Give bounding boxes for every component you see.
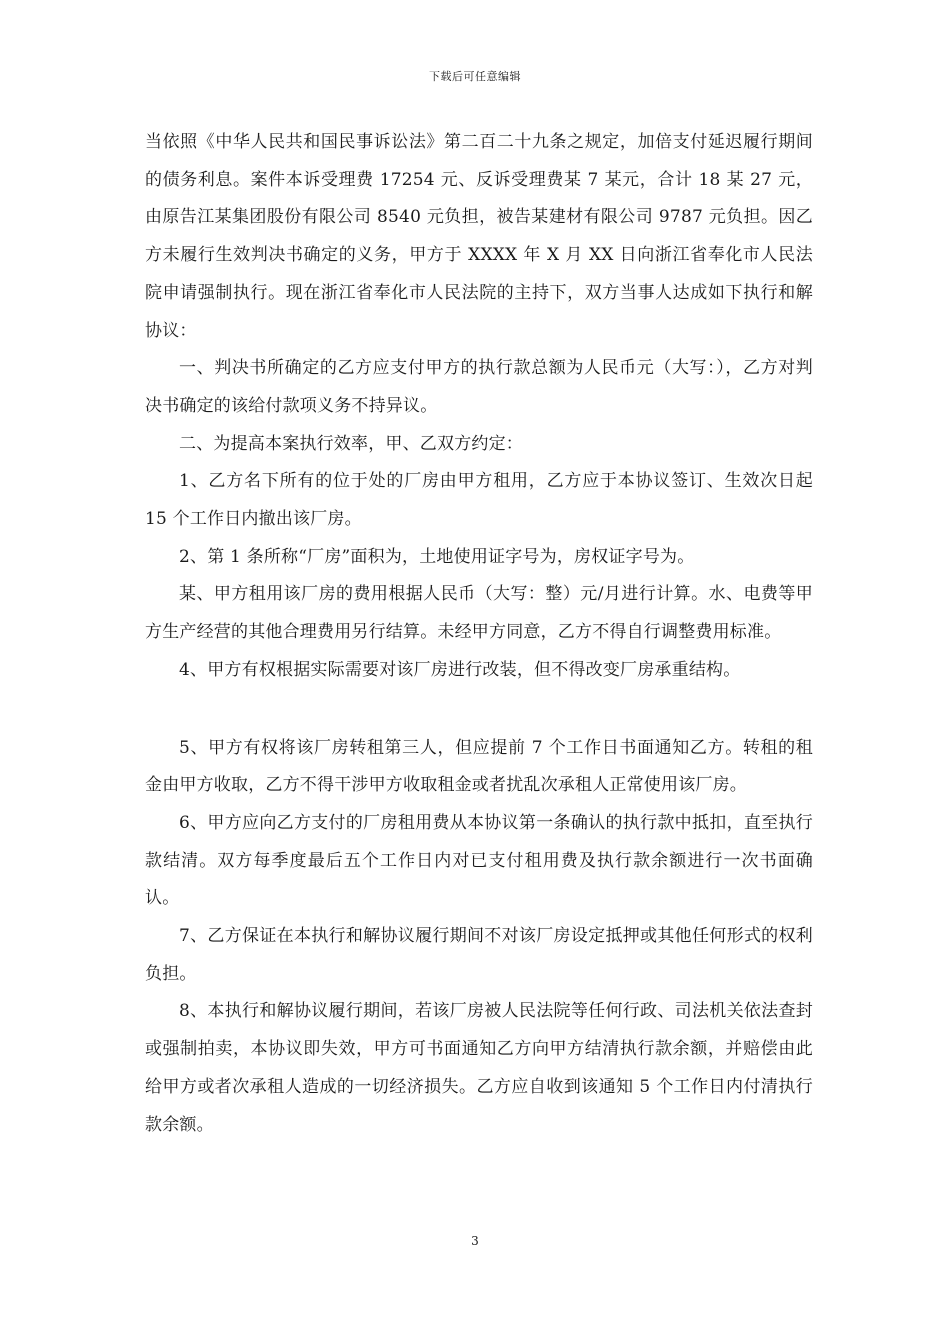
paragraph-item-4: 4、甲方有权根据实际需要对该厂房进行改装，但不得改变厂房承重结构。 — [179, 659, 741, 680]
paragraph-item-6: 6、甲方应向乙方支付的厂房租用费从本协议第一条确认的执行款中抵扣，直至执行款结清。双方每季度最后五个工作日内对已支付租用费及执行款余额进行一次书面确认。 — [145, 812, 813, 909]
document-body — [145, 124, 813, 1144]
paragraph-item-2: 2、第 1 条所称“厂房”面积为，土地使用证字号为，房权证字号为。 — [179, 546, 695, 567]
paragraph-item-7: 7、乙方保证在本执行和解协议履行期间不对该厂房设定抵押或其他任何形式的权利负担。 — [145, 926, 813, 984]
paragraph-clause-2: 二、为提高本案执行效率，甲、乙双方约定： — [179, 433, 523, 454]
page-number: 3 — [471, 1234, 479, 1248]
paragraph-continuation: 当依照《中华人民共和国民事诉讼法》第二百二十九条之规定，加倍支付延迟履行期间的债务利息。案件本诉受理费 17254 元、反诉受理费某 7 某元，合计 18 某 27 元，由原告江某集团股份有限公司 8540 元负担，被告某建材有限公司 9787 元负担。因乙方未履行生效判决书确定的义务，甲方于 XXXX 年 X 月 XX 日向浙江省奉化市人民法院申请强制执行。现在浙江省奉化市人民法院的主持下，双方当事人达成如下执行和解协议： — [145, 132, 813, 341]
paragraph-item-1: 1、乙方名下所有的位于处的厂房由甲方租用，乙方应于本协议签订、生效次日起 15 个工作日内撤出该厂房。 — [145, 471, 813, 530]
page-header: 下载后可任意编辑 — [429, 70, 521, 83]
paragraph-item-5: 5、甲方有权将该厂房转租第三人，但应提前 7 个工作日书面通知乙方。转租的租金由甲方收取，乙方不得干涉甲方收取租金或者扰乱次承租人正常使用该厂房。 — [145, 737, 813, 796]
paragraph-clause-1: 一、判决书所确定的乙方应支付甲方的执行款总额为人民币元（大写：），乙方对判决书确定的该给付款项义务不持异议。 — [145, 358, 813, 416]
paragraph-item-3: 某、甲方租用该厂房的费用根据人民币（大写：整）元/月进行计算。水、电费等甲方生产经营的其他合理费用另行结算。未经甲方同意，乙方不得自行调整费用标准。 — [145, 584, 813, 643]
paragraph-item-8: 8、本执行和解协议履行期间，若该厂房被人民法院等任何行政、司法机关依法查封或强制拍卖，本协议即失效，甲方可书面通知乙方向甲方结清执行款余额，并赔偿由此给甲方或者次承租人造成的一切经济损失。乙方应自收到该通知 5 个工作日内付清执行款余额。 — [145, 1001, 813, 1135]
